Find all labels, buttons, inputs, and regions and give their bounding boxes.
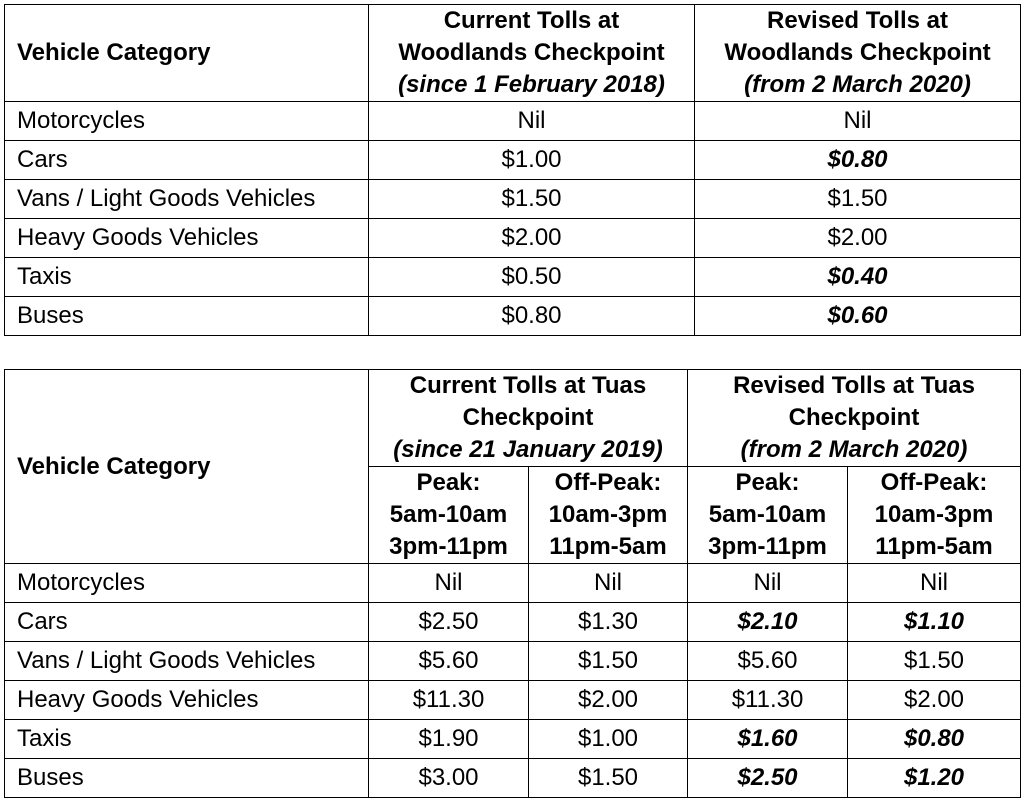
current-peak-toll-cell: $2.50 [369, 603, 529, 642]
vehicle-category-cell: Heavy Goods Vehicles [5, 681, 369, 720]
tuas-revised-header-line1: Revised Tolls at Tuas [733, 372, 975, 399]
woodlands-revised-header-line1: Revised Tolls at [767, 7, 948, 34]
revised-toll-cell: $0.40 [695, 258, 1021, 297]
woodlands-header-row [5, 5, 1021, 102]
revised-offpeak-toll-cell: $0.80 [848, 720, 1021, 759]
offpeak-label: Off-Peak: [880, 469, 988, 496]
current-toll-cell: $0.80 [369, 297, 695, 336]
revised-toll-cell: $1.50 [695, 180, 1021, 219]
tuas-toll-table [4, 369, 1021, 798]
woodlands-revised-header [695, 5, 1021, 102]
current-offpeak-toll-cell: Nil [529, 564, 688, 603]
woodlands-current-header [369, 5, 695, 102]
tuas-revised-header-date: (from 2 March 2020) [740, 436, 968, 463]
vehicle-category-cell: Buses [5, 759, 369, 798]
revised-offpeak-toll-cell: $1.20 [848, 759, 1021, 798]
vehicle-category-cell: Cars [5, 141, 369, 180]
table-row [5, 180, 1021, 219]
table-row [5, 564, 1021, 603]
vehicle-category-cell: Heavy Goods Vehicles [5, 219, 369, 258]
current-offpeak-toll-cell: $1.50 [529, 759, 688, 798]
table-row [5, 219, 1021, 258]
revised-offpeak-toll-cell: $1.50 [848, 642, 1021, 681]
tuas-current-peak-header [369, 467, 529, 564]
revised-offpeak-toll-cell: $2.00 [848, 681, 1021, 720]
peak-hours-1: 5am-10am [708, 501, 827, 528]
woodlands-current-header-line2: Woodlands Checkpoint [398, 39, 665, 66]
vehicle-category-cell: Vans / Light Goods Vehicles [5, 642, 369, 681]
peak-hours-2: 3pm-11pm [708, 533, 827, 560]
tuas-current-header-line2: Checkpoint [462, 404, 594, 431]
woodlands-current-header-line1: Current Tolls at [443, 7, 620, 34]
current-offpeak-toll-cell: $2.00 [529, 681, 688, 720]
revised-peak-toll-cell: $1.60 [688, 720, 848, 759]
current-toll-cell: $0.50 [369, 258, 695, 297]
table-row [5, 258, 1021, 297]
current-toll-cell: $1.00 [369, 141, 695, 180]
revised-toll-cell: $0.80 [695, 141, 1021, 180]
tuas-current-header-date: (since 21 January 2019) [393, 436, 663, 463]
tuas-current-header [369, 370, 688, 467]
revised-offpeak-toll-cell: Nil [848, 564, 1021, 603]
current-peak-toll-cell: $1.90 [369, 720, 529, 759]
current-toll-cell: $2.00 [369, 219, 695, 258]
tuas-category-header: Vehicle Category [5, 370, 369, 564]
woodlands-table-body [5, 102, 1021, 336]
woodlands-current-header-date: (since 1 February 2018) [398, 71, 665, 98]
current-toll-cell: $1.50 [369, 180, 695, 219]
revised-peak-toll-cell: Nil [688, 564, 848, 603]
table-row [5, 642, 1021, 681]
woodlands-category-header: Vehicle Category [5, 5, 369, 102]
offpeak-hours-2: 11pm-5am [549, 533, 667, 560]
woodlands-toll-table [4, 4, 1021, 336]
revised-toll-cell: $2.00 [695, 219, 1021, 258]
current-offpeak-toll-cell: $1.30 [529, 603, 688, 642]
vehicle-category-cell: Motorcycles [5, 102, 369, 141]
current-offpeak-toll-cell: $1.00 [529, 720, 688, 759]
vehicle-category-cell: Cars [5, 603, 369, 642]
tuas-revised-peak-header [688, 467, 848, 564]
vehicle-category-cell: Buses [5, 297, 369, 336]
offpeak-hours-1: 10am-3pm [874, 501, 994, 528]
current-peak-toll-cell: Nil [369, 564, 529, 603]
table-row [5, 681, 1021, 720]
revised-peak-toll-cell: $11.30 [688, 681, 848, 720]
revised-peak-toll-cell: $2.50 [688, 759, 848, 798]
offpeak-label: Off-Peak: [554, 469, 662, 496]
tuas-table-body [5, 564, 1021, 798]
table-row [5, 102, 1021, 141]
table-row [5, 603, 1021, 642]
current-peak-toll-cell: $3.00 [369, 759, 529, 798]
peak-label: Peak: [416, 469, 481, 496]
table-row [5, 297, 1021, 336]
vehicle-category-cell: Taxis [5, 720, 369, 759]
offpeak-hours-2: 11pm-5am [875, 533, 993, 560]
current-peak-toll-cell: $5.60 [369, 642, 529, 681]
offpeak-hours-1: 10am-3pm [548, 501, 668, 528]
table-row [5, 720, 1021, 759]
tuas-current-header-line1: Current Tolls at Tuas [409, 372, 647, 399]
revised-toll-cell: Nil [695, 102, 1021, 141]
vehicle-category-cell: Vans / Light Goods Vehicles [5, 180, 369, 219]
tuas-header-row [5, 370, 1021, 467]
tuas-current-offpeak-header [529, 467, 688, 564]
woodlands-revised-header-date: (from 2 March 2020) [744, 71, 971, 98]
revised-peak-toll-cell: $2.10 [688, 603, 848, 642]
current-toll-cell: Nil [369, 102, 695, 141]
peak-hours-2: 3pm-11pm [389, 533, 508, 560]
tuas-revised-header [688, 370, 1021, 467]
current-offpeak-toll-cell: $1.50 [529, 642, 688, 681]
tuas-revised-offpeak-header [848, 467, 1021, 564]
woodlands-revised-header-line2: Woodlands Checkpoint [724, 39, 991, 66]
peak-label: Peak: [735, 469, 800, 496]
tuas-revised-header-line2: Checkpoint [788, 404, 920, 431]
vehicle-category-cell: Motorcycles [5, 564, 369, 603]
revised-peak-toll-cell: $5.60 [688, 642, 848, 681]
current-peak-toll-cell: $11.30 [369, 681, 529, 720]
table-row [5, 141, 1021, 180]
revised-offpeak-toll-cell: $1.10 [848, 603, 1021, 642]
vehicle-category-cell: Taxis [5, 258, 369, 297]
revised-toll-cell: $0.60 [695, 297, 1021, 336]
peak-hours-1: 5am-10am [389, 501, 508, 528]
table-row [5, 759, 1021, 798]
